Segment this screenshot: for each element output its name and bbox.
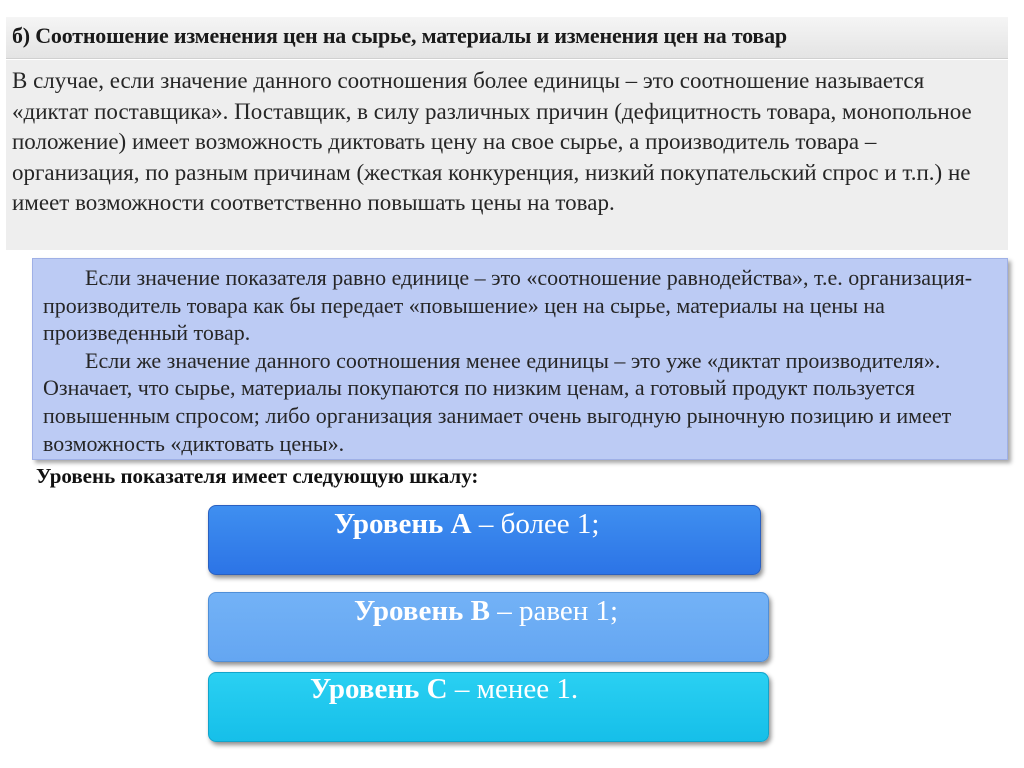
info-panel: [32, 258, 1008, 460]
level-a-name: Уровень А: [334, 508, 472, 540]
title-bar: [6, 17, 1008, 59]
level-a-desc: – более 1;: [471, 508, 600, 540]
level-c-box: [208, 672, 769, 742]
level-a-box: [208, 505, 761, 575]
slide-title: б) Соотношение изменения цен на сырье, материалы и изменения цен на товар: [12, 23, 787, 48]
level-b-box: [208, 592, 769, 662]
level-c-desc: – менее 1.: [447, 673, 579, 705]
intro-box: [6, 60, 1008, 250]
panel-paragraph-1: Если значение показателя равно единице – это «соотношение равнодейства», т.е. организация-производитель товара как бы передает «повышение» цен на сырье, материалы на цены на произведенный товар.: [43, 265, 973, 346]
panel-paragraph-2: Если же значение данного соотношения менее единицы – это уже «диктат производителя». Означает, что сырье, материалы покупаются по низким ценам, а готовый продукт пользуется повышенным спросом; либо организация занимает очень выгодную рыночную позицию и имеет возможность «диктовать цены».: [43, 347, 952, 456]
level-b-desc: – равен 1;: [489, 595, 619, 627]
level-b-name: Уровень В: [354, 595, 490, 627]
intro-text: В случае, если значение данного соотношения более единицы – это соотношение называется «диктат поставщика». Поставщик, в силу различных причин (дефицитность товара, монопольное положение) имеет возможность диктовать цену на свое сырье, а производитель товара – организация, по разным причинам (жесткая конкуренция, низкий покупательский спрос и т.п.) не имеет возможности соответственно повышать цены на товар.: [12, 68, 972, 216]
scale-heading: Уровень показателя имеет следующую шкалу:: [36, 464, 479, 488]
level-c-name: Уровень С: [310, 673, 448, 705]
